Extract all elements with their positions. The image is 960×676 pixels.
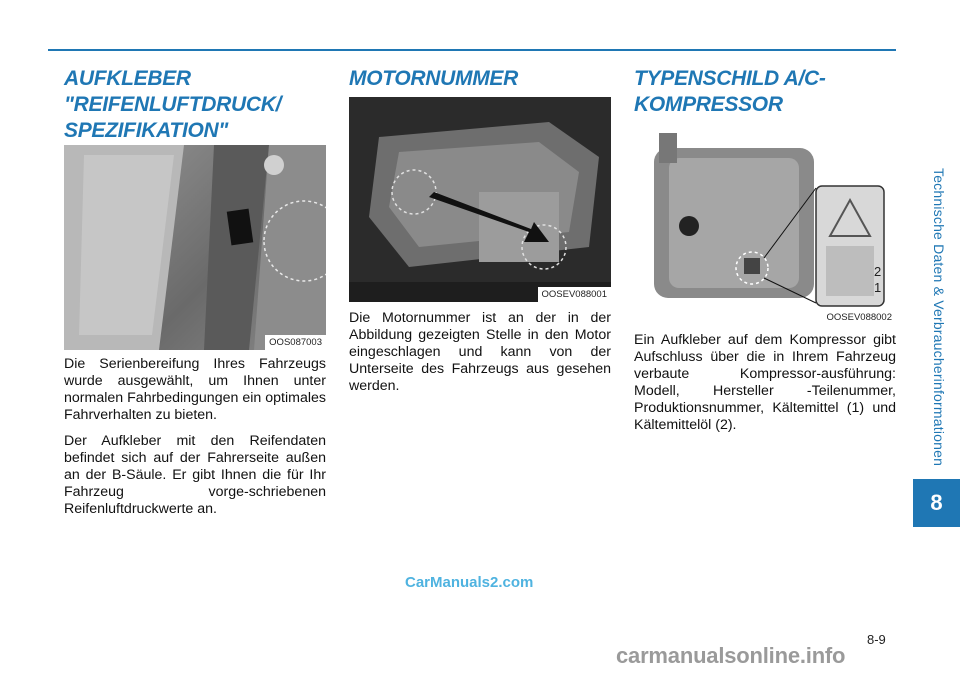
watermark-carmanuals2[interactable]: CarManuals2.com <box>405 574 534 591</box>
top-rule <box>48 49 896 51</box>
heading-line: TYPENSCHILD A/C- <box>634 67 826 90</box>
page-number: 8-9 <box>867 632 886 647</box>
paragraph: Die Serienbereifung Ihres Fahrzeugs wurde ausgewählt, um Ihnen unter normalen Fahrbedingungen ein optimales Fahrverhalten zu bieten. <box>64 356 326 423</box>
watermark-carmanualsonline[interactable]: carmanualsonline.info <box>616 643 846 668</box>
heading-line: AUFKLEBER <box>64 67 191 90</box>
tire-label-figure <box>64 145 326 350</box>
chapter-tab[interactable]: 8 <box>913 479 960 527</box>
ac-compressor-text <box>634 332 896 443</box>
paragraph: Der Aufkleber mit den Reifendaten befindet sich auf der Fahrerseite außen an der B-Säule. Er gibt Ihnen die für Ihr Fahrzeug vorge-schriebenen Reifenluftdruckwerte an. <box>64 433 326 517</box>
callout-1: 1 <box>874 280 882 295</box>
heading-line: SPEZIFIKATION" <box>64 119 229 142</box>
section-heading-tire-label <box>64 66 281 144</box>
engine-number-text <box>349 310 611 404</box>
heading-line: MOTORNUMMER <box>349 67 518 90</box>
b-pillar-illustration <box>64 145 326 350</box>
heading-line: "REIFENLUFTDRUCK/ <box>64 93 282 116</box>
engine-illustration <box>349 97 611 302</box>
section-heading-ac-compressor <box>634 66 826 118</box>
tire-label-text <box>64 356 326 527</box>
chapter-side-title: Technische Daten & Verbraucherinformationen <box>931 167 947 467</box>
figure-code: OOSEV088002 <box>823 310 897 325</box>
paragraph: Ein Aufkleber auf dem Kompressor gibt Aufschluss über die in Ihrem Fahrzeug verbaute Kompressor-ausführung: Modell, Hersteller -Teilenummer, Produktionsnummer, Kältemittel (1) und Kältemittelöl (2). <box>634 332 896 433</box>
ac-compressor-figure <box>634 118 896 325</box>
figure-code: OOSEV088001 <box>538 287 612 302</box>
tire-label-sticker <box>227 209 254 246</box>
section-heading-engine-number <box>349 66 518 92</box>
heading-line: KOMPRESSOR <box>634 93 783 116</box>
paragraph: Die Motornummer ist an der in der Abbildung gezeigten Stelle in den Motor eingeschlagen und kann von der Unterseite des Fahrzeugs aus gesehen werden. <box>349 310 611 394</box>
compressor-illustration <box>634 118 896 325</box>
figure-code: OOS087003 <box>265 335 326 350</box>
engine-number-figure <box>349 97 611 302</box>
callout-2: 2 <box>874 264 882 279</box>
